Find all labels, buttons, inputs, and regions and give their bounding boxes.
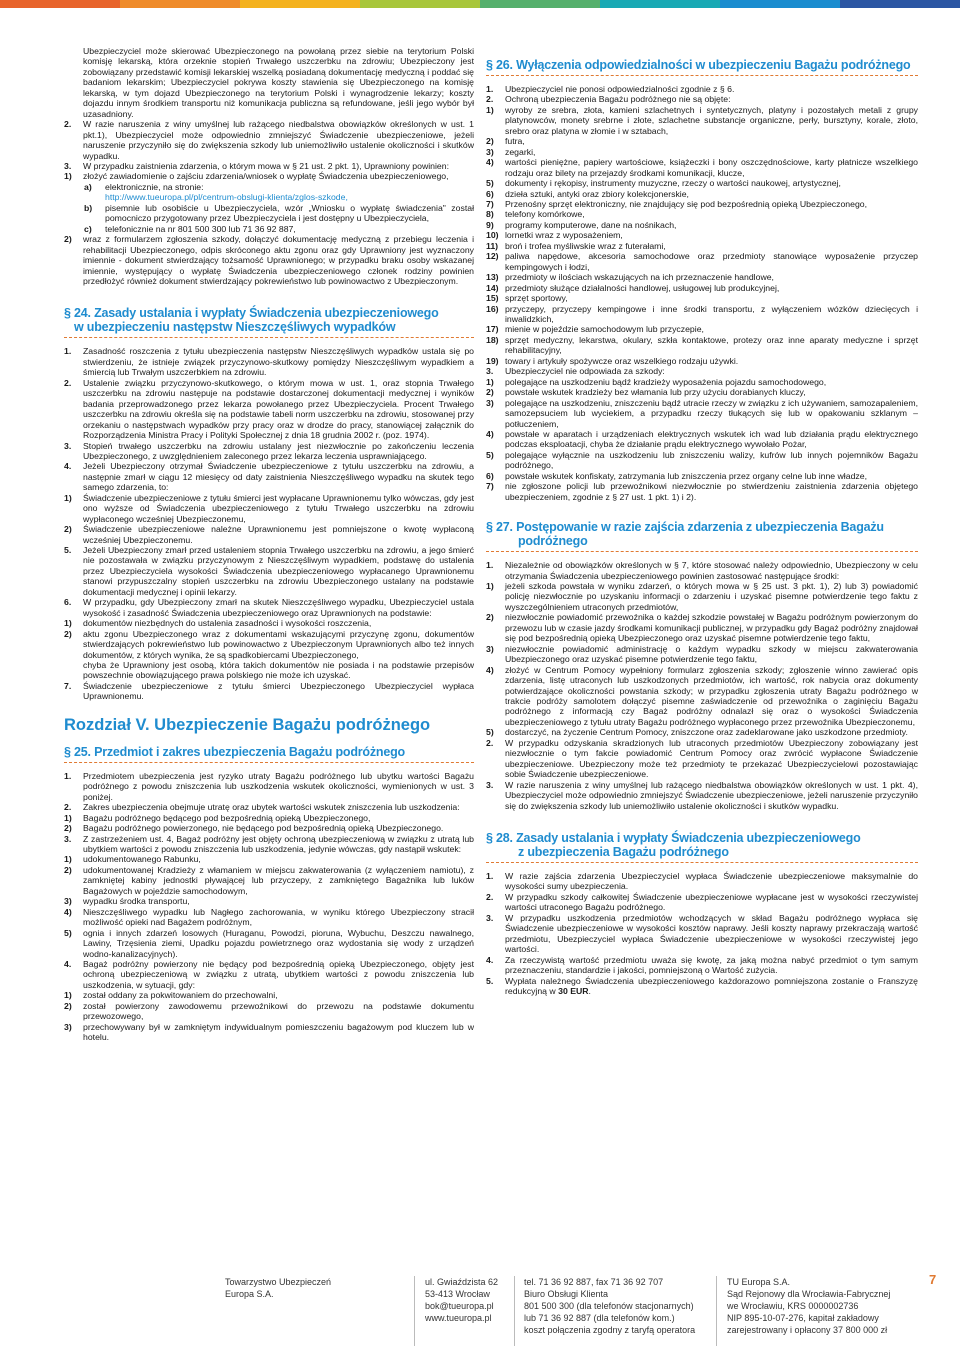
section-26-title: § 26. Wyłączenia odpowiedzialności w ubezpieczeniu Bagażu podróżnego: [486, 58, 911, 72]
text: Zasadność roszczenia z tytułu ubezpieczenia następstw Nieszczęśliwych wypadków ustala się po stwierdzeniu, że istnieje związek przyczynowo-skutkowy pomiędzy Nieszczęśliwym wypadkiem a śmiercią lub Trwałym uszczerbkiem na zdrowiu.: [83, 346, 474, 378]
text: Bagażu podróżnego będącego pod bezpośrednią opieką Ubezpieczonego,: [83, 812, 371, 823]
s24-5: [64, 545, 474, 597]
text: Zakres ubezpieczenia obejmuje utratę oraz ubytek wartości wskutek zniszczenia lub uszkodzenia:: [83, 802, 460, 813]
text: aktu zgonu Ubezpieczonego wraz z dokumentami wskazującymi przyczynę zgonu, dokumentów stwierdzających pokrewieństwo lub powinowactwo z Ubezpieczonym Uprawnionych albo też innych dokumentów, z których wynika, że są spadkobiercami Ubezpieczonego,: [83, 628, 474, 660]
footer-line: Towarzystwo Ubezpieczeń: [225, 1277, 332, 1287]
text: Przedmiotem ubezpieczenia jest ryzyko utraty Bagażu podróżnego lub ubytku wartości Bagażu podróżnego z powodu zniszczenia lub uszkodzenia wskutek okoliczności, wymienionych w ust. 3 poniżej.: [83, 770, 474, 802]
list-item-number: 14): [486, 282, 499, 293]
footer-line: 53-413 Wrocław: [425, 1289, 490, 1299]
list-item: [486, 387, 918, 397]
list-item: [486, 283, 918, 293]
list-item: [486, 377, 918, 387]
s25-2-1: [64, 813, 474, 823]
list-item-number: 5): [486, 449, 494, 460]
list-item-number: 2): [486, 612, 494, 623]
footer-address: [425, 1276, 515, 1324]
text: W przypadku, gdy Ubezpieczony zmarł na skutek Nieszczęśliwego wypadku, Ubezpieczyciel ustala wysokość i zasadność Świadczenia ubezpieczeniowego oraz Uprawnionych na podstawie:: [83, 597, 474, 618]
num: 1): [64, 854, 72, 865]
list-item: [486, 293, 918, 303]
list-item-number: 15): [486, 293, 499, 304]
list-item: [486, 429, 918, 450]
list-item-number: 8): [486, 209, 494, 220]
list-item: [486, 335, 918, 356]
text: W przypadku odzyskania skradzionych lub utraconych przedmiotów Ubezpieczony zobowiązany jest niezwłocznie o tym fakcie powiadomić Centrum Pomocy oraz zwrócić wypłacone Świadczenie ubezpieczeniowe. Ubezpieczony może też przedmioty te przekazać Ubezpieczycielowi pozostawiając sobie Świadczenie ubezpieczeniowe.: [505, 737, 918, 780]
list-item-text: powstałe wskutek kradzieży bez włamania lub przy użyciu dorabianych kluczy,: [505, 387, 806, 398]
s25-4-2: [64, 1001, 474, 1022]
list-item-number: 17): [486, 324, 499, 335]
section-25-title: § 25. Przedmiot i zakres ubezpieczenia Bagażu podróżnego: [64, 744, 405, 759]
list-item-number: 11): [486, 240, 499, 251]
list-item-text: zegarki,: [505, 146, 536, 157]
list-item-text: wartości pieniężne, papiery wartościowe, książeczki i bony oszczędnościowe, karty płatnicze wszelkiego rodzaju oraz bilety na przejazdy środkami komunikacji, klucze,: [505, 157, 918, 178]
list-item: [486, 209, 918, 219]
list-item-text: powstałe w aparatach i urządzeniach elektrycznych wskutek ich wad lub działania prądu elektrycznego podczas eksploatacji, chyba że działanie prądu elektrycznego wywołało Pożar,: [505, 428, 918, 450]
text: został powierzony zawodowemu przewoźnikowi do przewozu na podstawie dokumentu przewozowego,: [83, 1000, 474, 1022]
list-item: [486, 356, 918, 366]
list-item-number: 4): [486, 428, 494, 439]
s24-3: [64, 441, 474, 462]
text: Nieszczęśliwego wypadku lub Nagłego zachorowania, w wyniku którego Ubezpieczony stracił możliwość opieki nad Bagażem podróżnym,: [83, 906, 474, 928]
num: c): [84, 223, 92, 234]
list-item: [486, 105, 918, 136]
title-line-2: podróżnego: [518, 534, 588, 549]
text: Za rzeczywistą wartość przedmiotu uważa się kwotę, za jaką można nabyć przedmiot o tym samym przeznaczeniu, standardzie i jakości, pomniejszoną o Wartość zużycia.: [505, 954, 918, 976]
num: 5.: [64, 545, 72, 556]
list-item: [486, 251, 918, 272]
list-item: [486, 665, 918, 728]
num: 5): [64, 927, 72, 938]
footer-line: koszt połączenia zgodny z taryfą operatora: [524, 1325, 696, 1335]
text: telefonicznie na nr 801 500 300 lub 71 36 92 887,: [105, 223, 296, 234]
list-item-number: 4): [486, 664, 494, 675]
list-item: [486, 241, 918, 251]
text: Z zastrzeżeniem ust. 4, Bagaż podróżny jest objęty ochroną ubezpieczeniową w związku z utratą lub ubytkiem wartości z powodu zniszczenia lub uszkodzenia, jedynie wówczas, gdy nastąpił wskutek:: [83, 833, 474, 854]
text: został oddany za pokwitowaniem do przechowalni,: [83, 990, 278, 1001]
band-3: [240, 0, 360, 8]
s24-6-2: [64, 629, 474, 660]
num: 2.: [486, 737, 494, 748]
num: 1.: [486, 84, 494, 94]
text: ognia i innych zdarzeń losowych (Huraganu, Powodzi, pioruna, Wybuchu, Deszczu nawalnego, Lawiny, Trzęsienia ziemi, Upadku pojazdu powietrznego oraz wydostania się wody z urządzeń wodno-kanalizacyjnych).: [83, 927, 474, 959]
num: 4.: [64, 958, 72, 969]
paragraph-3: [64, 161, 474, 171]
footer-line: tel. 71 36 92 887, fax 71 36 92 707: [524, 1277, 664, 1287]
s24-2: [64, 378, 474, 441]
list-item-number: 6): [486, 470, 494, 481]
s27-1: [486, 560, 918, 581]
text-part: Wypłata należnego Świadczenia ubezpieczeniowego każdorazowo pomniejszona zostanie o Franszyzę redukcyjną w: [505, 975, 918, 996]
footer-line: we Wrocławiu, KRS 0000002736: [727, 1301, 859, 1311]
s25-4-1: [64, 990, 474, 1000]
s28-1: [486, 871, 918, 892]
text: Świadczenie ubezpieczeniowe należne Uprawnionemu jest pomniejszone o kwotę wypłaconą wcześniej Ubezpieczonemu.: [83, 524, 474, 545]
list-item-number: 13): [486, 272, 499, 283]
num: 4.: [486, 954, 494, 965]
num: 1): [64, 812, 72, 823]
text: Ubezpieczyciel nie ponosi odpowiedzialności zgodnie z § 6.: [505, 84, 735, 94]
footer-registry: [727, 1276, 917, 1336]
list-item-text: dostarczyć, na życzenie Centrum Pomocy, zniszczone oraz zadeklarowane jako uszkodzone przedmioty.: [505, 727, 908, 738]
text: pisemnie lub osobiście u Ubezpieczyciela, wzór „Wniosku o wypłatę świadczenia" został pomocniczo przygotowany przez Ubezpieczyciela i jest dostępny u Ubezpieczyciela,: [105, 202, 474, 224]
list-item: [486, 304, 918, 325]
list-item-text: towary i artykuły spożywcze oraz wszelkiego rodzaju używki.: [505, 355, 739, 366]
band-4: [360, 0, 480, 8]
list-item-number: 6): [486, 188, 494, 199]
list-item-text: nie zgłoszone policji lub przewoźnikowi niezwłocznie po stwierdzeniu zaistnienia zdarzenia objętego ubezpieczeniem, zgodnie z § 27 ust. 1 pkt. 1) i 2).: [505, 481, 918, 502]
text: elektronicznie, na stronie:: [105, 181, 204, 192]
list-item-number: 5): [486, 178, 494, 189]
s25-2-2: [64, 823, 474, 833]
num: 2.: [64, 119, 72, 130]
page-number: 7: [929, 1272, 937, 1287]
text: Bagaż podróżny powierzony nie będący pod bezpośrednią opieką Ubezpieczonego, objęty jest ochroną ubezpieczeniową w związku z utratą, ubytkiem wartości z powodu zniszczenia lub uszkodzenia, w sytuacji, gdy:: [83, 958, 474, 990]
num: 1): [64, 171, 72, 182]
s26-1: [486, 84, 918, 94]
footer-line: lub 71 36 92 887 (dla telefonów kom.): [524, 1313, 675, 1323]
num: 2): [64, 823, 72, 834]
num: 1.: [486, 560, 494, 571]
s24-4-1: [64, 493, 474, 524]
num: 3.: [64, 440, 72, 451]
text: Ochroną ubezpieczenia Bagażu podróżnego nie są objęte:: [505, 94, 731, 105]
list-item-text: przedmioty służące działalności handlowej, usługowej lub produkcyjnej,: [505, 282, 780, 293]
s27-3: [486, 780, 918, 811]
text: W razie zajścia zdarzenia Ubezpieczyciel wypłaca Świadczenie ubezpieczeniowe maksymalnie do wysokości sumy ubezpieczenia.: [505, 871, 918, 892]
title-line-1: § 28. Zasady ustalania i wypłaty Świadczenia ubezpieczeniowego: [486, 831, 861, 845]
s24-4: [64, 461, 474, 492]
text: udokumentowanej Kradzieży z włamaniem w miejscu zakwaterowania (z wyłączeniem namiotu), z zamkniętej kabiny jednostki pływającej lub przyczepy, z zamkniętego Bagażnika lub luków Bagażowych w pojeździe samochodowym,: [83, 864, 474, 896]
num: 3.: [486, 912, 494, 923]
footer-line: TU Europa S.A.: [727, 1277, 791, 1287]
list-item: [486, 727, 918, 737]
list-item: [486, 644, 918, 665]
s28-5: [486, 976, 918, 997]
list-item-number: 16): [486, 303, 499, 314]
title-line-2: z ubezpieczenia Bagażu podróżnego: [518, 845, 729, 859]
text: Stopień trwałego uszczerbku na zdrowiu ustalany jest niezwłocznie po zakończeniu leczenia Ubezpieczonego, z uwzględnieniem zaleconego przez lekarza leczenia usprawniającego.: [83, 440, 474, 461]
footer-line: Sąd Rejonowy dla Wrocławia-Fabrycznej: [727, 1289, 891, 1299]
band-1: [0, 0, 120, 8]
list-item-text: dzieła sztuki, antyki oraz zbiory kolekcjonerskie,: [505, 188, 689, 199]
paragraph-2: [64, 119, 474, 161]
s25-3-3: [64, 896, 474, 906]
num: 2): [64, 234, 72, 245]
num: 3.: [64, 160, 72, 171]
text: Świadczenie ubezpieczeniowe z tytułu śmierci jest wypłacane Uprawnionemu tylko wówczas, gdy jest ono wyższe od Świadczenia ubezpieczeniowego z tytułu Trwałego uszczerbku na zdrowiu wypłaconego wcześniej Ubezpieczonemu,: [83, 492, 474, 524]
num: 1): [64, 990, 72, 1001]
num: 6.: [64, 597, 72, 608]
band-8: [840, 0, 960, 8]
text: udokumentowanego Rabunku,: [83, 854, 201, 865]
deductible-amount: 30 EUR: [558, 985, 589, 996]
footer-line: Europa S.A.: [225, 1289, 274, 1299]
list-item-number: 3): [486, 643, 494, 654]
text: złożyć zawiadomienie o zajściu zdarzenia/wniosek o wypłatę Świadczenia ubezpieczeniowego,: [83, 171, 449, 182]
list-item-number: 5): [486, 727, 494, 738]
footer-line: 801 500 300 (dla telefonów stacjonarnych): [524, 1301, 694, 1311]
num: 1.: [64, 770, 72, 781]
text: wypadku środka transportu,: [83, 896, 190, 907]
s26-3-list: [486, 377, 918, 502]
list-item-number: 2): [486, 387, 494, 398]
list-item-text: sprzęt sportowy,: [505, 293, 568, 304]
list-item-text: niezwłocznie powiadomić administrację o każdym wypadku szkody w miejscu zakwaterowania Ubezpieczonego oraz uzyskać pisemne potwierdzenie tego faktu,: [505, 643, 918, 665]
num: 2.: [64, 802, 72, 813]
section-28-title: [486, 831, 918, 859]
color-band: [0, 0, 960, 8]
right-column: [486, 58, 918, 996]
list-item-number: 1): [486, 581, 494, 592]
chapter-title: Rozdział V. Ubezpieczenie Bagażu podróżnego: [64, 715, 431, 734]
list-item-number: 10): [486, 230, 499, 241]
num: 2): [64, 628, 72, 639]
num: 2.: [486, 891, 494, 902]
band-2: [120, 0, 240, 8]
num: 1): [64, 492, 72, 503]
text: przechowywany był w zamkniętym indywidualnym pomieszczeniu bagażowym pod kluczem lub w hotelu.: [83, 1021, 474, 1043]
text: Świadczenie ubezpieczeniowe z tytułu śmierci Ubezpieczonego Ubezpieczyciel wypłaca Uprawnionemu.: [83, 680, 474, 702]
list-item-text: powstałe wskutek konfiskaty, zatrzymania lub zniszczenia przez organy celne lub inne władze,: [505, 470, 867, 481]
list-item-text: polegające na uszkodzeniu bądź kradzieży wyposażenia pojazdu samochodowego,: [505, 376, 827, 387]
text: Jeżeli Ubezpieczony zmarł przed ustaleniem stopnia Trwałego uszczerbku na zdrowiu, a jego śmierć nie pozostawała w związku przyczynowym z Nieszczęśliwym wypadkiem, podstawę do ustalenia przez Ubezpieczyciela wysokości Świadczenia ubezpieczeniowego wypłacanego Uprawnionemu stanowi przypuszczalny stopień uszczerbku na zdrowiu Ubezpieczonego ustalany na podstawie dokumentacji medycznej i opinii lekarzy.: [83, 545, 474, 597]
list-item-text: futra,: [505, 136, 525, 147]
s24-4-2: [64, 524, 474, 545]
s25-1: [64, 771, 474, 802]
s28-4: [486, 955, 918, 976]
s27-2: [486, 738, 918, 780]
footer-separator: [414, 1276, 415, 1346]
list-item-text: sprzęt medyczny, lekarstwa, okulary, szkła kontaktowe, protezy oraz inne aparaty medyczne i sprzęt rehabilitacyjny,: [505, 334, 918, 356]
band-6: [600, 0, 720, 8]
list-item: [486, 324, 918, 334]
s28-2: [486, 892, 918, 913]
claim-link[interactable]: http://www.tueuropa.pl/pl/centrum-obslugi-klienta/zglos-szkode,: [105, 192, 348, 203]
list-item-text: złożyć w Centrum Pomocy wypełniony formularz zgłoszenia szkody; zgłoszenie winno zawierać opis zdarzenia, listę utraconych lub uszkodzonych przedmiotów, ich wartość, rok nabycia oraz dokumenty potwierdzające okoliczności powstania szkody; w przypadku zgłoszenia utraty Bagażu podróżnego w trakcie podróży samolotem dołączyć pisemne zaświadczenie od przewoźnika o zaginięciu Bagażu podróżnego z informacją czy Bagaż podróżny odnalazł się oraz o wysokości Świadczenia ubezpieczeniowego z tytułu utraty Bagażu podróżnego wypłaconego przez przewoźnika Ubezpieczonemu,: [505, 664, 918, 727]
footer-website[interactable]: www.tueuropa.pl: [425, 1313, 492, 1323]
list-item: [486, 481, 918, 502]
text: Ustalenie związku przyczynowo-skutkowego, o którym mowa w ust. 1, oraz stopnia Trwałego uszczerbku na zdrowiu następuje na podstawie dostarczonej dokumentacji medycznej i wyników badania przeprowadzonego przez lekarza powołanego przez Ubezpieczyciela. Procent Trwałego uszczerbku na zdrowiu określa się na podstawie tabeli norm uszczerbku na zdrowiu, stosowanej przy orzekaniu o następstwach wypadków przy pracy oraz w drodze do pracy, stanowiącej załącznik do Rozporządzenia Ministra Pracy i Polityki Społecznej z dnia 18 grudnia 2002 r. (poz. 1974).: [83, 377, 474, 441]
item-2: [64, 234, 474, 286]
divider: [486, 75, 918, 76]
s25-3-4: [64, 907, 474, 928]
divider: [486, 551, 918, 552]
divider: [64, 337, 474, 338]
list-item: [486, 612, 918, 643]
list-item-number: 7): [486, 198, 494, 209]
list-item-number: 1): [486, 376, 494, 387]
list-item-number: 3): [486, 397, 494, 408]
num: 3.: [486, 779, 494, 790]
num: 3.: [486, 366, 494, 377]
num: b): [84, 202, 93, 213]
footer-line: NIP 895-10-07-276, kapitał zakładowy: [727, 1313, 879, 1323]
item-a: [64, 182, 474, 192]
list-item: [486, 136, 918, 146]
list-item-text: polegające wyłącznie na uszkodzeniu lub zniszczeniu walizy, kufrów lub innych pojemników Bagażu podróżnego,: [505, 449, 918, 471]
list-item-text: broń i trofea myśliwskie wraz z futerałami,: [505, 240, 666, 251]
text: [505, 976, 918, 997]
s24-1: [64, 346, 474, 377]
list-item-number: 4): [486, 157, 494, 168]
list-item-text: przyczepy, przyczepy kempingowe i inne środki transportu, z wyłączeniem wózków dziecięcych i inwalidzkich,: [505, 303, 918, 324]
list-item: [486, 398, 918, 429]
s25-3-2: [64, 865, 474, 896]
text: W przypadku zaistnienia zdarzenia, o którym mowa w § 21 ust. 2 pkt. 1), Uprawniony powinien:: [83, 160, 450, 171]
item-c: [64, 224, 474, 234]
band-7: [720, 0, 840, 8]
num: 3): [64, 1021, 72, 1032]
list-item-text: niezwłocznie powiadomić przewoźnika o każdej szkodzie powstałej w Bagażu podróżnym powierzonym do przewozu lub w czasie jazdy środkami komunikacji publicznej, w przypadku gdy Bagaż podróżny znajdował się pod bezpośrednią opieką Ubezpieczonego oraz uzyskać pisemne potwierdzenie tego faktu,: [505, 612, 918, 644]
list-item-number: 19): [486, 355, 499, 366]
list-item: [486, 230, 918, 240]
s28-3: [486, 913, 918, 955]
list-item-text: wyroby ze srebra, złota, kamieni szlachetnych i syntetycznych, platyny i pozostałych metali z grupy platynowców, monety srebrne i złote, szlachetne substancje organiczne, perły, bursztyny, korale, złoto, srebro oraz platyna w złomie i w sztabach,: [505, 104, 918, 136]
text-part: .: [588, 985, 591, 996]
list-item-text: jeżeli szkoda powstała w wyniku zdarzeń, o których mowa w § 25 ust. 3 pkt. 1), 2) lub 3) powiadomić policję niezwłocznie po uzyskaniu informacji o zdarzeniu i uzyskać pisemne potwierdzenie tego faktu z wyszczególnieniem utraconych przedmiotów,: [505, 581, 918, 612]
s24-6: [64, 597, 474, 618]
footer-email[interactable]: bok@tueuropa.pl: [425, 1301, 494, 1311]
text: W razie naruszenia z winy umyślnej lub rażącego niedbalstwa obowiązków określonych w ust. 1 pkt.1), Ubezpieczyciel może odpowiednio zmniejszyć Świadczenie ubezpieczeniowe, jeżeli naruszenie przyczyniło się do zwiększenia szkody lub uniemożliwiło ustalenie okoliczności i skutków wypadku.: [83, 119, 474, 161]
text: Niezależnie od obowiązków określonych w § 7, które stosować należy odpowiednio, Ubezpieczony w celu otrzymania Świadczenia ubezpieczeniowego powinien zastosować następujące środki:: [505, 560, 918, 581]
list-item: [486, 220, 918, 230]
list-item-number: 9): [486, 219, 494, 230]
footer-separator: [514, 1276, 515, 1346]
text: W przypadku szkody całkowitej Świadczenie ubezpieczeniowe wypłacane jest w wysokości rzeczywistej wartości utraconego Bagażu podróżnego.: [505, 891, 918, 913]
intro-paragraph: Ubezpieczyciel może skierować Ubezpieczonego na powołaną przez siebie na terytorium Polski komisję lekarską, która orzeknie stopień Trwałego uszczerbku na zdrowiu; Ubezpieczony jest zobowiązany przedstawić komisji lekarskiej wszelką posiadaną dokumentację medyczną i poddać się badaniom lekarskim; Ubezpieczyciel pokrywa koszty stawienia się Ubezpieczonego na komisję lekarską, w tym dojazd Ubezpieczonego na terytorium Polski i wynagrodzenie lekarzy; koszty dojazdu innym środkiem transportu niż komunikacja publiczna są refundowane, jeśli jego wybór był uzasadniony.: [83, 46, 474, 119]
text: W razie naruszenia z winy umyślnej lub rażącego niedbalstwa obowiązków określonych w ust. 1 pkt. 4), Ubezpieczyciel może odpowiednio zmniejszyć Świadczenie ubezpieczeniowe, jeżeli naruszenie przyczyniło się do zwiększenia szkody lub uniemożliwiło ustalenie okoliczności i skutków wypadku.: [505, 779, 918, 811]
list-item-text: dokumenty i rękopisy, instrumenty muzyczne, rzeczy o wartości naukowej, artystycznej,: [505, 178, 841, 189]
s25-3-5: [64, 928, 474, 959]
num: 1): [64, 618, 72, 629]
num: 1.: [486, 871, 494, 881]
num: 2.: [64, 377, 72, 388]
list-item: [486, 178, 918, 188]
num: 2): [64, 1000, 72, 1011]
item-b: [64, 203, 474, 224]
title-line-1: § 27. Postępowanie w razie zajścia zdarzenia z ubezpieczenia Bagażu: [486, 520, 884, 535]
num: 3): [64, 896, 72, 907]
s25-4: [64, 959, 474, 990]
section-27-title: [486, 520, 918, 548]
footer-line: ul. Gwiaździsta 62: [425, 1277, 499, 1287]
text: Bagażu podróżnego powierzonego, nie będącego pod bezpośrednią opieką Ubezpieczonego.: [83, 823, 444, 834]
text: Ubezpieczyciel nie odpowiada za szkody:: [505, 366, 665, 377]
footer-contact: [524, 1276, 714, 1336]
text: dokumentów niezbędnych do ustalenia zasadności i wysokości roszczenia,: [83, 618, 372, 629]
list-item: [486, 450, 918, 471]
divider: [64, 762, 474, 763]
list-item: [486, 581, 918, 612]
num: 5.: [486, 975, 494, 986]
list-item-text: przedmioty w ilościach wskazujących na ich przeznaczenie handlowe,: [505, 272, 774, 283]
num: 7.: [64, 680, 72, 691]
list-item-text: programy komputerowe, dane na nośnikach,: [505, 219, 677, 230]
list-item-text: Przenośny sprzęt elektroniczny, nie znajdujący się pod bezpośrednią opieką Ubezpieczonego,: [505, 198, 868, 209]
section-24-title: [64, 306, 474, 334]
num: 3.: [64, 833, 72, 844]
s24-7: [64, 681, 474, 702]
s25-3: [64, 834, 474, 855]
s26-3: [486, 366, 918, 376]
band-5: [480, 0, 600, 8]
list-item: [486, 199, 918, 209]
list-item: [486, 272, 918, 282]
list-item: [486, 147, 918, 157]
list-item-number: 7): [486, 481, 494, 492]
s25-2: [64, 802, 474, 812]
footer-line: Biuro Obsługi Klienta: [524, 1289, 609, 1299]
text: wraz z formularzem zgłoszenia szkody, dołączyć dokumentację medyczną z przebiegu leczenia i rehabilitacji Ubezpieczonego, odpis skróconego aktu zgonu oraz gdy Uprawniony jest wyznaczony imiennie - dokument stwierdzający tożsamość Uprawnionego; w przypadku braku osoby wskazanej imiennie, występujący o wypłatę Świadczenia ubezpieczeniowego członek rodziny powinien przedłożyć również dokument stwierdzający pokrewieństwo lub powinowactwo z Ubezpieczonym.: [83, 234, 474, 286]
s26-2-list: [486, 105, 918, 366]
list-item-text: mienie w pojeździe samochodowym lub przyczepie,: [505, 324, 704, 335]
left-column: [64, 46, 474, 1043]
list-item-number: 3): [486, 146, 494, 157]
num: 2): [64, 864, 72, 875]
title-line-2: w ubezpieczeniu następstw Nieszczęśliwych wypadków: [74, 320, 396, 335]
list-item: [486, 157, 918, 178]
list-item-number: 2): [486, 136, 494, 147]
num: 1.: [64, 346, 72, 357]
s24-6-tail: chyba że Uprawniony jest osobą, która takich dokumentów nie posiada i na podstawie przepisów powszechnie obowiązującego prawa polskiego nie może ich uzyskać.: [83, 660, 474, 681]
s25-3-1: [64, 854, 474, 864]
list-item-number: 18): [486, 334, 499, 345]
num: a): [84, 181, 92, 192]
list-item-text: lornetki wraz z wyposażeniem,: [505, 230, 623, 241]
num: 4.: [64, 461, 72, 472]
num: 2): [64, 524, 72, 535]
list-item: [486, 471, 918, 481]
list-item-text: polegające na uszkodzeniu, zniszczeniu bądź utracie rzeczy w związku z ich używaniem, samozapaleniem, samozepsuciem lub wyciekiem, a przypadku rzeczy tłukących się lub w opakowaniu szklanym – potłuczeniem,: [505, 397, 918, 429]
s25-4-3: [64, 1022, 474, 1043]
list-item-text: paliwa napędowe, akcesoria samochodowe oraz przedmioty stanowiące wyposażenie przyczep kempingowych i łodzi,: [505, 251, 918, 272]
s27-1-list: [486, 581, 918, 738]
footer-line: zarejestrowany i opłacony 37 800 000 zł: [727, 1325, 888, 1335]
list-item-number: 12): [486, 251, 499, 262]
list-item-text: telefony komórkowe,: [505, 209, 585, 220]
num: 4): [64, 906, 72, 917]
text: W przypadku uszkodzenia przedmiotów wchodzących w skład Bagażu podróżnego wypłaca się Świadczenie ubezpieczeniowe w wysokości kosztów naprawy. Jeśli koszty naprawy przekraczają wartość przedmiotu, Ubezpieczyciel wypłaca Świadczenie ubezpieczeniowe w wysokości rzeczywistej jego wartości.: [505, 912, 918, 955]
list-item-number: 1): [486, 104, 494, 115]
s24-6-1: [64, 618, 474, 628]
list-item: [486, 189, 918, 199]
title-line-1: § 24. Zasady ustalania i wypłaty Świadczenia ubezpieczeniowego: [64, 306, 439, 321]
item-1: [64, 171, 474, 181]
num: 2.: [486, 94, 494, 105]
footer-company: [225, 1276, 405, 1300]
text: Jeżeli Ubezpieczony otrzymał Świadczenie ubezpieczeniowe z tytułu uszczerbku na zdrowiu, a następnie zmarł w ciągu 12 miesięcy od daty zaistnienia Nieszczęśliwego wypadku na skutek tego samego zdarzenia, to:: [83, 461, 474, 493]
divider: [486, 862, 918, 863]
footer-separator: [716, 1276, 717, 1346]
s26-2: [486, 94, 918, 104]
